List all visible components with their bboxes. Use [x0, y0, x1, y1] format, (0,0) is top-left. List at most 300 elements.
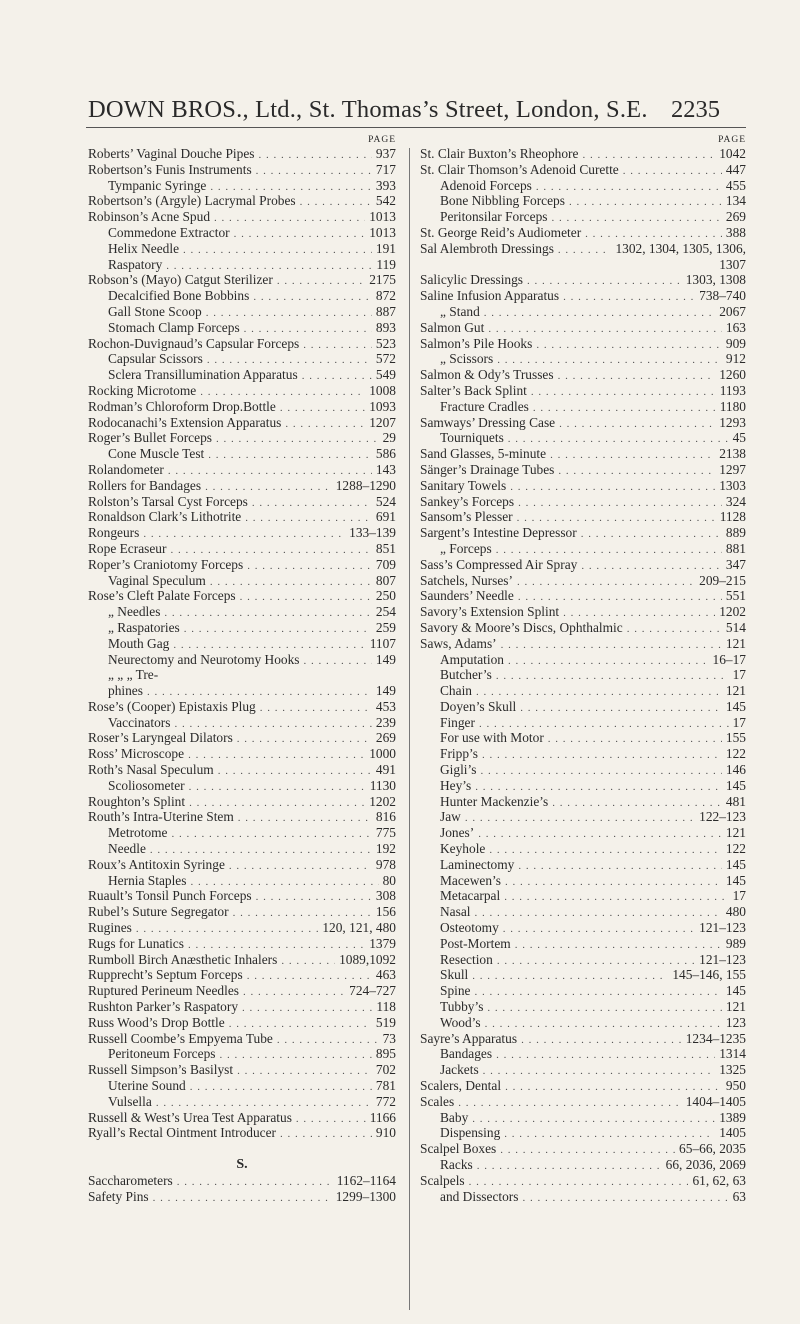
index-entry [420, 478, 746, 494]
index-entry [420, 162, 746, 178]
entry-term: Sankey’s Forceps [420, 493, 515, 509]
entry-page-ref: 192 [375, 841, 396, 857]
dot-leader [558, 464, 715, 478]
dot-leader [559, 417, 715, 431]
entry-term: and Dissectors [440, 1188, 519, 1204]
entry-term: Skull [440, 967, 469, 983]
entry-page-ref: 1302, 1304, 1305, 1306, [615, 240, 746, 256]
dot-leader [504, 890, 728, 904]
entry-term: Bone Nibbling Forceps [440, 193, 565, 209]
index-entry [420, 652, 746, 668]
entry-page-ref: 121–123 [699, 951, 746, 967]
entry-term: Rubel’s Suture Segregator [88, 904, 229, 920]
entry-page-ref: 324 [725, 493, 746, 509]
entry-term: Tympanic Syringe [108, 177, 207, 193]
entry-page-ref: 1405 [719, 1125, 746, 1141]
entry-term: Racks [440, 1157, 473, 1172]
dot-leader [229, 1017, 372, 1031]
index-entry [420, 320, 746, 336]
entry-term: Roberts’ Vaginal Douche Pipes [88, 146, 255, 161]
entry-page-ref: 347 [725, 556, 746, 572]
dot-leader [247, 969, 372, 983]
entry-page-ref: 1166 [369, 1109, 396, 1125]
dot-leader [477, 1159, 662, 1173]
index-entry [420, 178, 746, 194]
entry-term: Vaccinators [108, 714, 171, 730]
entry-page-ref: 149 [375, 651, 396, 667]
dot-leader [190, 875, 378, 889]
dot-leader [147, 685, 372, 699]
entry-term: Neurectomy and Neurotomy Hooks [108, 651, 300, 667]
dot-leader [508, 654, 709, 668]
entry-term: Finger [440, 714, 475, 730]
entry-term: Rolandometer [88, 461, 164, 477]
dot-leader [233, 906, 372, 920]
entry-term: „ Raspatories [108, 619, 180, 635]
dot-leader [488, 322, 722, 336]
column-heading: PAGE [718, 135, 746, 145]
index-entry [88, 699, 396, 715]
index-entry [420, 667, 746, 683]
entry-term: Rumboll Birch Anæsthetic Inhalers [88, 951, 278, 967]
entry-page-ref: 1325 [719, 1062, 746, 1078]
entry-page-ref: 807 [375, 572, 396, 588]
entry-term: St. George Reid’s Audiometer [420, 224, 582, 240]
index-entry [88, 746, 396, 762]
entry-term: Rope Ecraseur [88, 540, 167, 556]
dot-leader [510, 480, 715, 494]
index-entry [88, 620, 396, 636]
index-entry [420, 1094, 746, 1110]
dot-leader [569, 195, 722, 209]
dot-leader [558, 369, 716, 383]
entry-page-ref: 17 [732, 714, 746, 730]
dot-leader [518, 590, 722, 604]
entry-term: Rocking Microtome [88, 382, 197, 398]
entry-page-ref: 1093 [369, 398, 396, 414]
entry-page-ref: 524 [375, 493, 396, 509]
dot-leader [240, 590, 372, 604]
index-entry [420, 588, 746, 604]
entry-page-ref: 145 [725, 698, 746, 714]
entry-term: Rolston’s Tarsal Cyst Forceps [88, 493, 248, 509]
entry-page-ref: 308 [375, 888, 396, 904]
index-entry [88, 383, 396, 399]
dot-leader [156, 1096, 372, 1110]
index-entry [420, 225, 746, 241]
dot-leader [550, 448, 715, 462]
entry-term: Laminectomy [440, 856, 515, 872]
index-entry [420, 1189, 746, 1205]
entry-term: Uterine Sound [108, 1078, 186, 1094]
dot-leader [469, 1175, 689, 1189]
entry-term: Wood’s [440, 1014, 481, 1030]
dot-leader [238, 811, 372, 825]
entry-page-ref: 551 [725, 588, 746, 604]
index-entry [420, 967, 746, 983]
index-entry [88, 272, 396, 288]
dot-leader [237, 732, 372, 746]
dot-leader [184, 622, 372, 636]
entry-term: Stomach Clamp Forceps [108, 319, 240, 335]
dot-leader [247, 559, 372, 573]
entry-term: Scalpels [420, 1172, 465, 1188]
entry-page-ref: 895 [375, 1046, 396, 1062]
dot-leader [252, 496, 372, 510]
entry-term: Salter’s Back Splint [420, 382, 527, 398]
entry-term: Rugines [88, 920, 132, 936]
entry-term: Vulsella [108, 1093, 152, 1109]
index-entry [88, 604, 396, 620]
index-entry [420, 888, 746, 904]
entry-page-ref: 1180 [719, 398, 746, 414]
entry-page-ref: 1202 [719, 604, 746, 620]
dot-leader [475, 985, 722, 999]
entry-term: Butcher’s [440, 667, 492, 683]
entry-page-ref: 1404–1405 [685, 1093, 746, 1109]
entry-term: Roth’s Nasal Speculum [88, 762, 214, 778]
entry-term: Ruault’s Tonsil Punch Forceps [88, 888, 252, 904]
index-entry [88, 1110, 396, 1126]
index-entry [88, 983, 396, 999]
index-entry [88, 1031, 396, 1047]
entry-term: Peritoneum Forceps [108, 1046, 216, 1062]
dot-leader [536, 338, 722, 352]
index-entry [88, 1189, 396, 1205]
entry-page-ref: 851 [375, 540, 396, 556]
index-entry [420, 415, 746, 431]
entry-term: Salmon’s Pile Hooks [420, 335, 533, 351]
entry-term: Gall Stone Scoop [108, 303, 202, 319]
entry-term: Osteotomy [440, 920, 499, 936]
entry-page-ref: 1000 [369, 746, 396, 762]
index-entry [420, 257, 746, 273]
index-entry [88, 715, 396, 731]
index-entry [420, 841, 746, 857]
entry-page-ref: 542 [375, 193, 396, 209]
dot-leader [216, 432, 379, 446]
entry-page-ref: 1297 [719, 461, 746, 477]
index-entry [420, 620, 746, 636]
index-entry [88, 257, 396, 273]
entry-term: Salmon Gut [420, 319, 485, 335]
index-entry [420, 1078, 746, 1094]
dot-leader [517, 511, 716, 525]
entry-term: Amputation [440, 651, 504, 667]
index-entry [88, 952, 396, 968]
index-entry [88, 904, 396, 920]
entry-term: Scales [420, 1093, 455, 1109]
index-entry [420, 683, 746, 699]
entry-page-ref: 1293 [719, 414, 746, 430]
dot-leader [253, 290, 372, 304]
entry-term: Spine [440, 983, 471, 999]
index-entry [420, 778, 746, 794]
entry-page-ref: 950 [725, 1078, 746, 1094]
entry-page-ref: 702 [375, 1062, 396, 1078]
entry-page-ref: 772 [375, 1093, 396, 1109]
entry-page-ref: 1042 [719, 146, 746, 161]
index-entry [420, 920, 746, 936]
entry-term: Fracture Cradles [440, 398, 529, 414]
entry-page-ref: 1303, 1308 [685, 272, 746, 288]
page-header [0, 96, 800, 136]
entry-page-ref: 912 [725, 351, 746, 367]
dot-leader [503, 922, 695, 936]
index-entry [88, 809, 396, 825]
entry-term: Saws, Adams’ [420, 635, 497, 651]
dot-leader [205, 480, 332, 494]
entry-page-ref: 2138 [719, 446, 746, 462]
dot-leader [458, 1096, 682, 1110]
dot-leader [558, 243, 612, 257]
dot-leader [260, 701, 372, 715]
entry-term: Resection [440, 951, 493, 967]
entry-term: S. [236, 1157, 248, 1172]
entry-term: Rose’s Cleft Palate Forceps [88, 588, 236, 604]
entry-page-ref: 491 [375, 762, 396, 778]
entry-page-ref: 1013 [369, 209, 396, 225]
index-entry [88, 841, 396, 857]
entry-term: Russell Simpson’s Basilyst [88, 1062, 234, 1078]
entry-page-ref: 163 [725, 319, 746, 335]
entry-term: Baby [440, 1109, 469, 1125]
entry-page-ref: 145 [725, 777, 746, 793]
entry-page-ref: 120, 121, 480 [322, 920, 396, 936]
entry-page-ref: 1162–1164 [336, 1172, 396, 1188]
entry-page-ref: 1260 [719, 367, 746, 383]
entry-page-ref: 121 [725, 999, 746, 1015]
entry-page-ref: 781 [375, 1078, 396, 1094]
entry-term: Sass’s Compressed Air Spray [420, 556, 578, 572]
index-entry [88, 920, 396, 936]
entry-page-ref: 209–215 [699, 572, 746, 588]
entry-page-ref: 122 [725, 841, 746, 857]
entry-term: Commedone Extractor [108, 224, 230, 240]
dot-leader [188, 938, 365, 952]
index-entry [88, 667, 396, 683]
dot-leader [177, 1175, 333, 1189]
index-entry [88, 857, 396, 873]
dot-leader [256, 164, 372, 178]
entry-term: Sayre’s Apparatus [420, 1030, 518, 1046]
dot-leader [482, 748, 722, 762]
entry-term: phines [108, 683, 143, 699]
entry-term: Keyhole [440, 841, 486, 857]
index-entry [88, 178, 396, 194]
index-entry [420, 541, 746, 557]
index-entry [420, 557, 746, 573]
dot-leader [143, 527, 345, 541]
dot-leader [207, 353, 372, 367]
dot-leader [243, 985, 345, 999]
index-entry [420, 367, 746, 383]
index-entry [420, 762, 746, 778]
index-entry [88, 225, 396, 241]
entry-page-ref: 145–146, 155 [672, 967, 746, 983]
entry-term: „ Stand [440, 303, 480, 319]
entry-page-ref: 937 [375, 146, 396, 161]
index-entry [88, 509, 396, 525]
dot-leader [475, 906, 722, 920]
entry-page-ref: 1389 [719, 1109, 746, 1125]
dot-leader [214, 211, 365, 225]
index-entry [420, 1015, 746, 1031]
entry-term: Ronaldson Clark’s Lithotrite [88, 509, 242, 525]
entry-page-ref: 123 [725, 1014, 746, 1030]
dot-leader [472, 969, 668, 983]
dot-leader [189, 780, 366, 794]
index-entry [88, 336, 396, 352]
dot-leader [190, 1080, 372, 1094]
dot-leader [479, 717, 729, 731]
entry-term: Gigli’s [440, 762, 477, 778]
index-entry [420, 904, 746, 920]
dot-leader [280, 1127, 372, 1141]
entry-term: Savory’s Extension Splint [420, 604, 560, 620]
entry-page-ref: 388 [725, 224, 746, 240]
index-entry [420, 1046, 746, 1062]
index-entry [88, 320, 396, 336]
entry-term: Tourniquets [440, 430, 504, 446]
entry-page-ref: 1008 [369, 382, 396, 398]
dot-leader [548, 732, 722, 746]
entry-term: Jackets [440, 1062, 479, 1078]
entry-page-ref: 1288–1290 [335, 477, 396, 493]
entry-page-ref: 447 [725, 161, 746, 177]
entry-page-ref: 66, 2036, 2069 [665, 1157, 746, 1172]
entry-term: Dispensing [440, 1125, 501, 1141]
dot-leader [536, 180, 722, 194]
entry-term: Ryall’s Rectal Ointment Introducer [88, 1125, 276, 1141]
entry-term: Sclera Transillumination Apparatus [108, 367, 298, 383]
entry-page-ref: 143 [375, 461, 396, 477]
entry-page-ref: 250 [375, 588, 396, 604]
dot-leader [518, 496, 722, 510]
entry-term: Raspatory [108, 256, 163, 272]
entry-page-ref: 816 [375, 809, 396, 825]
index-entry [420, 936, 746, 952]
index-entry [420, 983, 746, 999]
dot-leader [563, 290, 695, 304]
entry-page-ref: 691 [375, 509, 396, 525]
entry-term: Ross’ Microscope [88, 746, 185, 762]
entry-term: Needle [108, 841, 146, 857]
index-entry [420, 193, 746, 209]
index-entry [420, 952, 746, 968]
entry-page-ref: 1107 [369, 635, 396, 651]
dot-leader [256, 890, 372, 904]
dot-leader [496, 543, 722, 557]
dot-leader [531, 385, 716, 399]
entry-page-ref: 586 [375, 446, 396, 462]
index-entry [88, 683, 396, 699]
index-entry [88, 209, 396, 225]
entry-term: Decalcified Bone Bobbins [108, 288, 250, 304]
entry-term: Roser’s Laryngeal Dilators [88, 730, 233, 746]
index-entry [88, 588, 396, 604]
dot-leader [210, 180, 372, 194]
dot-leader [219, 1048, 371, 1062]
index-entry [420, 715, 746, 731]
index-entry [88, 541, 396, 557]
entry-term: Sanitary Towels [420, 477, 507, 493]
entry-page-ref: 910 [375, 1125, 396, 1141]
entry-term: Rollers for Bandages [88, 477, 202, 493]
entry-term: Tubby’s [440, 999, 484, 1015]
entry-term: Ruptured Perineum Needles [88, 983, 239, 999]
dot-leader [170, 543, 371, 557]
entry-term: Capsular Scissors [108, 351, 203, 367]
entry-list [420, 146, 746, 1204]
index-entry [88, 1015, 396, 1031]
entry-page-ref: 121–123 [699, 920, 746, 936]
index-entry [420, 494, 746, 510]
dot-leader [189, 796, 365, 810]
dot-leader [527, 274, 682, 288]
index-entry [420, 636, 746, 652]
entry-term: Salicylic Dressings [420, 272, 524, 288]
entry-page-ref: 45 [732, 430, 746, 446]
dot-leader [259, 148, 372, 162]
index-entry [88, 494, 396, 510]
index-entry [420, 1031, 746, 1047]
entry-page-ref: 80 [382, 872, 396, 888]
entry-page-ref: 572 [375, 351, 396, 367]
index-entry [420, 794, 746, 810]
dot-leader [627, 622, 722, 636]
entry-term: Roux’s Antitoxin Syringe [88, 856, 225, 872]
index-entry [88, 1094, 396, 1110]
dot-leader [517, 575, 695, 589]
index-entry [88, 399, 396, 415]
index-entry [88, 825, 396, 841]
index-entry [88, 162, 396, 178]
dot-leader [551, 211, 721, 225]
index-entry [88, 304, 396, 320]
entry-page-ref: 119 [376, 256, 396, 272]
entry-page-ref: 17 [732, 888, 746, 904]
index-entry [88, 1046, 396, 1062]
entry-page-ref: 523 [375, 335, 396, 351]
dot-leader [136, 922, 318, 936]
index-entry [420, 209, 746, 225]
entry-page-ref: 1128 [719, 509, 746, 525]
entry-term: Scalers, Dental [420, 1078, 502, 1094]
entry-term: Cone Muscle Test [108, 446, 205, 462]
dot-leader [164, 606, 371, 620]
entry-page-ref: 989 [725, 935, 746, 951]
entry-page-ref: 191 [375, 240, 396, 256]
dot-leader [533, 401, 716, 415]
index-entry [88, 636, 396, 652]
dot-leader [483, 1064, 716, 1078]
entry-page-ref: 1013 [369, 224, 396, 240]
dot-leader [277, 1033, 379, 1047]
dot-leader [478, 827, 722, 841]
index-entry [420, 336, 746, 352]
index-entry [420, 1173, 746, 1189]
dot-leader [585, 227, 722, 241]
index-entry [420, 1141, 746, 1157]
entry-page-ref: 717 [375, 161, 396, 177]
entry-page-ref: 269 [375, 730, 396, 746]
entry-page-ref: 65–66, 2035 [679, 1141, 746, 1157]
entry-page-ref: 2175 [369, 272, 396, 288]
index-entry [88, 967, 396, 983]
entry-term: Salmon & Ody’s Trusses [420, 367, 554, 383]
entry-page-ref: 2067 [719, 303, 746, 319]
